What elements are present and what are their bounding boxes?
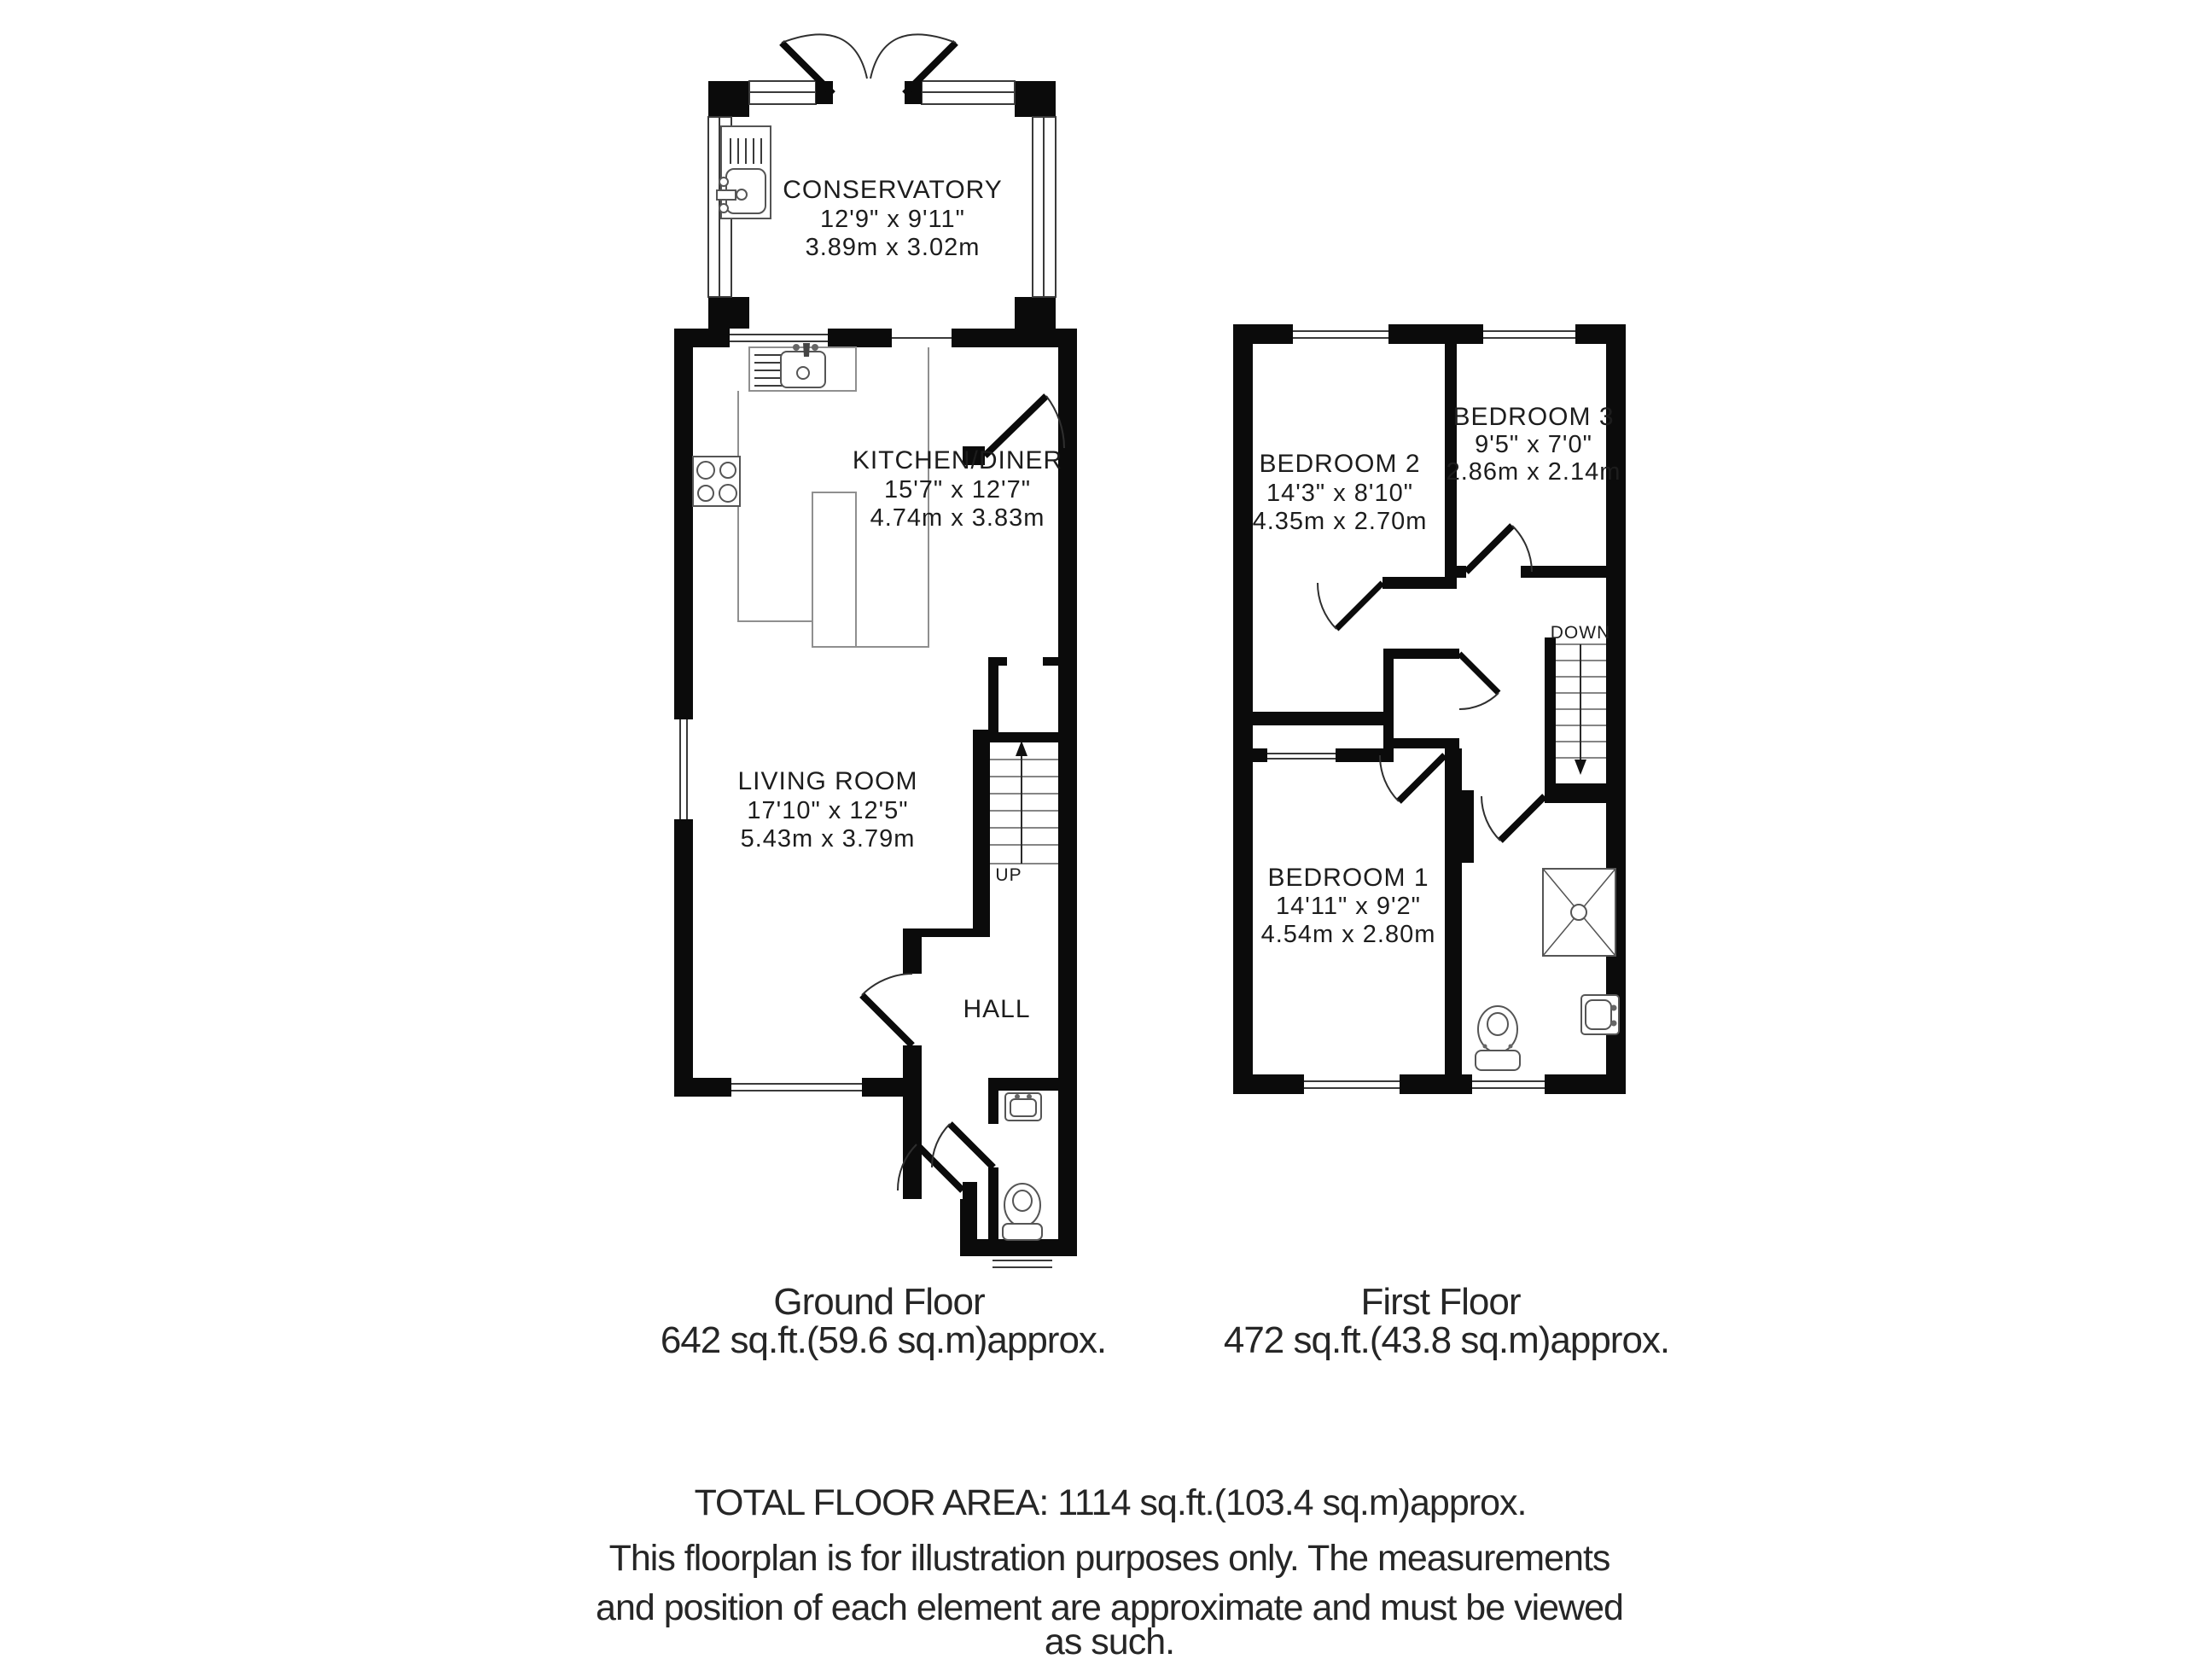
wc-toilet: [1003, 1184, 1042, 1240]
ground-floor-plan: [674, 34, 1077, 1267]
kitchen-hob: [693, 457, 740, 506]
door-leaf: [1459, 654, 1499, 693]
wall-segment: [903, 1182, 913, 1199]
room-size-metric: 5.43m x 3.79m: [740, 825, 916, 853]
room-size-imperial: 14'11" x 9'2": [1276, 893, 1421, 920]
corner-post: [708, 81, 749, 117]
kitchen-sink: [754, 343, 825, 387]
wall-segment: [1253, 712, 1394, 725]
wall-segment: [960, 1199, 977, 1256]
wall-segment: [988, 732, 1058, 742]
room-size-imperial: 17'10" x 12'5": [747, 797, 909, 824]
door-arc: [1380, 755, 1399, 801]
wall-segment: [1606, 324, 1626, 1094]
wall-segment: [903, 1078, 922, 1199]
window: [1293, 324, 1388, 344]
door-leaf: [1336, 583, 1382, 629]
wall-segment: [1336, 748, 1394, 762]
wall-segment: [1445, 566, 1466, 578]
first-floor-area: 472 sq.ft.(43.8 sq.m)approx.: [1223, 1319, 1670, 1361]
door-leaf: [1500, 796, 1545, 841]
staircase-down: [1551, 623, 1611, 775]
room-name: CONSERVATORY: [783, 176, 1003, 204]
wardrobe-front: [1267, 748, 1336, 762]
wall-segment: [1383, 649, 1459, 659]
corner-post: [1015, 297, 1056, 329]
sink-unit: [717, 126, 771, 218]
disclaimer-line-2: and position of each element are approximate and must be viewed: [596, 1587, 1623, 1628]
door-arc: [1459, 693, 1499, 709]
room-size-metric: 4.74m x 3.83m: [870, 504, 1045, 532]
ground-floor-caption: Ground Floor: [773, 1281, 985, 1323]
footer-disclaimer: [596, 1482, 1623, 1659]
wall-segment: [988, 657, 1007, 666]
door-arc: [862, 974, 912, 995]
wall-segment: [1545, 637, 1556, 794]
wall-segment: [1445, 748, 1462, 1094]
tap-icon: [803, 343, 810, 357]
wall-segment: [1383, 738, 1459, 748]
wall-segment: [963, 1182, 977, 1199]
bathroom-toilet: [1476, 1006, 1520, 1070]
room-size-metric: 3.89m x 3.02m: [805, 234, 981, 261]
wall-segment: [674, 329, 693, 1097]
cupboard: [988, 657, 1058, 742]
ground-floor-area: 642 sq.ft.(59.6 sq.m)approx.: [660, 1319, 1107, 1361]
conservatory: [708, 34, 1056, 329]
window: [731, 1078, 862, 1097]
down-arrow-icon: [1575, 760, 1586, 775]
window: [1472, 1074, 1545, 1094]
room-size-metric: 4.35m x 2.70m: [1252, 508, 1428, 535]
room-name: BEDROOM 2: [1259, 450, 1421, 478]
up-arrow-icon: [1016, 741, 1027, 756]
wall-segment: [1043, 657, 1058, 666]
room-label-hall: HALL: [963, 995, 1031, 1023]
door-arc: [1318, 583, 1336, 629]
disclaimer-line-1: This floorplan is for illustration purposes only. The measurements: [608, 1538, 1610, 1579]
room-size-imperial: 15'7" x 12'7": [883, 476, 1032, 504]
wall-segment: [973, 730, 990, 937]
door-leaf: [862, 995, 912, 1045]
floor-captions: [661, 1281, 1669, 1361]
total-floor-area: TOTAL FLOOR AREA: 1114 sq.ft.(103.4 sq.m)approx.: [694, 1482, 1527, 1523]
window: [674, 719, 693, 819]
corner-post: [1015, 81, 1056, 117]
room-label-conservatory: [783, 176, 1003, 261]
room-size-imperial: 9'5" x 7'0": [1475, 431, 1592, 458]
wall-segment: [977, 1239, 1077, 1256]
wall-segment: [1462, 790, 1474, 863]
wall-segment: [988, 1167, 998, 1239]
window: [749, 81, 1015, 104]
first-floor-caption: First Floor: [1360, 1281, 1521, 1323]
wall-segment: [1382, 577, 1457, 589]
shower: [1543, 869, 1615, 956]
wall-segment: [1233, 324, 1253, 1094]
room-name: KITCHEN/DINER: [852, 446, 1063, 474]
room-label-bedroom-1: [1261, 864, 1436, 948]
window: [1304, 1074, 1400, 1094]
window: [1483, 324, 1575, 344]
door-leaf: [1399, 755, 1445, 801]
wall-segment: [988, 1091, 998, 1124]
room-size-imperial: 12'9" x 9'11": [820, 206, 965, 233]
room-label-kitchen-diner: [853, 446, 1062, 532]
wall-segment: [988, 657, 998, 741]
wall-segment: [988, 1078, 1058, 1091]
doors: [1318, 526, 1545, 841]
wall-segment: [903, 1045, 922, 1078]
door-leaf: [917, 1144, 963, 1190]
stairs-down-label: DOWN: [1550, 623, 1611, 643]
wall-segment: [1233, 1074, 1626, 1094]
corner-post: [708, 297, 749, 329]
room-label-bedroom-2: [1253, 450, 1428, 535]
wall-segment: [1253, 748, 1267, 762]
disclaimer-line-3: as such.: [1044, 1621, 1175, 1659]
room-name: BEDROOM 3: [1452, 403, 1615, 431]
wc-sink: [1005, 1093, 1041, 1121]
stairs-up-label: UP: [995, 865, 1022, 885]
door-arc: [1481, 796, 1500, 841]
room-size-imperial: 14'3" x 8'10": [1266, 480, 1414, 507]
door-arc: [1512, 526, 1532, 572]
staircase-up: [990, 741, 1058, 885]
room-size-metric: 2.86m x 2.14m: [1446, 458, 1621, 486]
room-label-living-room: [737, 767, 917, 853]
door-leaf: [950, 1124, 993, 1167]
room-label-bedroom-3: [1447, 403, 1621, 486]
room-name: BEDROOM 1: [1267, 864, 1429, 892]
door-leaf: [1466, 526, 1512, 572]
wall-segment: [1545, 783, 1606, 794]
first-floor-plan: [1233, 324, 1626, 1094]
bathroom-sink: [1581, 995, 1619, 1034]
room-name: LIVING ROOM: [737, 767, 918, 795]
room-size-metric: 4.54m x 2.80m: [1260, 921, 1436, 948]
wall-segment: [1521, 566, 1606, 578]
